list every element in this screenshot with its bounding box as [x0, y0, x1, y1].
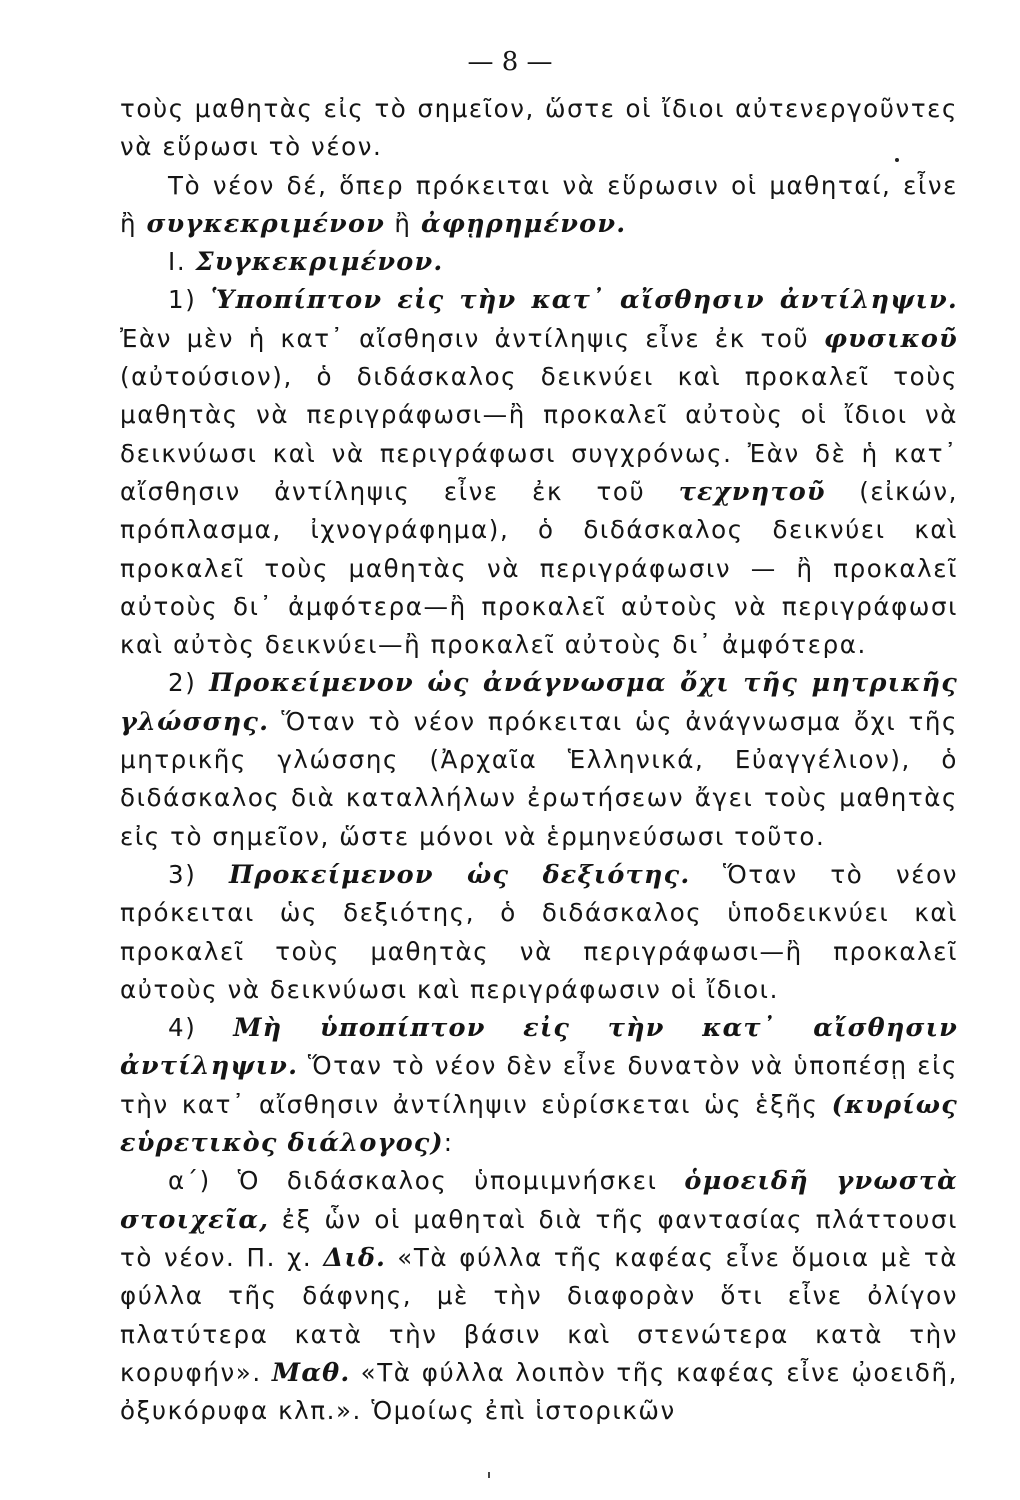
emphasis-text: ἀφῃρημένον.	[420, 208, 627, 239]
body-text: 4)	[168, 1013, 234, 1043]
emphasis-text: Μαθ.	[271, 1357, 351, 1388]
page-number: — 8 —	[467, 47, 553, 77]
body-text: 1)	[168, 285, 211, 315]
ink-speck	[488, 1472, 490, 1478]
body-text: ἢ	[385, 208, 421, 238]
emphasis-text: Προκείμενον ὡς δεξιότης.	[228, 859, 691, 890]
emphasis-text: Ὑποπίπτον εἰς τὴν κατ᾽ αἴσθησιν ἀντίληψιν.	[210, 285, 958, 316]
emphasis-text: τεχνητοῦ	[678, 476, 826, 507]
emphasis-text: Μὴ ὑποπίπτον εἰς τὴν κατ᾽ αἴσθησιν ἀντίληψιν.	[120, 1013, 958, 1082]
body-text: 3)	[168, 859, 229, 889]
body-text: :	[443, 1128, 454, 1158]
paragraph-subitem-a-similar-elements	[120, 1162, 958, 1430]
body-text: Ὅταν τὸ νέον πρόκειται ὡς ἀνάγνωσμα ὄχι τῆς μητρικῆς γλώσσης (Ἀρχαῖα Ἑλληνικά, Εὐαγγέλιον), ὁ διδάσκαλος διὰ καταλλήλων ἐρωτήσεων ἄγει τοὺς μαθητὰς εἰς τὸ σημεῖον, ὥστε μόνοι νὰ ἑρμηνεύσωσι τοῦτο.	[120, 706, 958, 851]
body-text: I.	[168, 247, 196, 277]
body-text: «Τὰ φύλλα τῆς καφέας εἶνε ὅμοια μὲ τὰ φύλλα τῆς δάφνης, μὲ τὴν διαφορὰν ὅτι εἶνε ὀλίγον πλατύτερα κατὰ τὴν βάσιν καὶ στενώτερα κατὰ τὴν κορυφήν».	[120, 1242, 958, 1387]
body-text: Τὸ νέον δέ, ὅπερ πρόκειται νὰ εὕρωσιν οἱ μαθηταί, εἶνε ἢ	[120, 170, 958, 238]
emphasis-text: (κυρίως εὑρετικὸς διάλογος)	[120, 1089, 958, 1159]
body-text: Ἐὰν μὲν ἡ κατ᾽ αἴσθησιν ἀντίληψις εἶνε ἐκ τοῦ	[120, 323, 824, 353]
emphasis-text: Διδ.	[323, 1242, 387, 1273]
body-text: «Τὰ φύλλα λοιπὸν τῆς καφέας εἶνε ᾠοειδῆ, ὀξυκόρυφα κλπ.». Ὁμοίως ἐπὶ ἱστορικῶν	[120, 1357, 958, 1426]
body-text: τοὺς μαθητὰς εἰς τὸ σημεῖον, ὥστε οἱ ἴδιοι αὐτενεργοῦντες νὰ εὕρωσι τὸ νέον.	[120, 94, 958, 162]
paragraph-item-4-non-perceptible	[120, 1009, 958, 1162]
body-text: Ὅταν τὸ νέον δὲν εἶνε δυνατὸν νὰ ὑποπέσῃ εἰς τὴν κατ᾽ αἴσθησιν ἀντίληψιν εὑρίσκεται ὡς ἑξῆς	[120, 1051, 958, 1119]
emphasis-text: ὁμοειδῆ γνωστὰ στοιχεῖα,	[120, 1166, 959, 1235]
body-text: Ὅταν τὸ νέον πρόκειται ὡς δεξιότης, ὁ διδάσκαλος ὑποδεικνύει καὶ προκαλεῖ τοὺς μαθητὰς νὰ περιγράφωσι—ἢ προκαλεῖ αὐτοὺς νὰ δεικνύωσι καὶ περιγράφωσιν οἱ ἴδιοι.	[120, 859, 958, 1004]
paragraph-item-2-reading	[120, 664, 958, 855]
paragraph-intro	[120, 90, 958, 167]
emphasis-text: φυσικοῦ	[823, 323, 958, 354]
emphasis-text: συγκεκριμένον	[146, 208, 386, 239]
ink-speck	[895, 158, 899, 162]
emphasis-text: Συγκεκριμένον.	[195, 247, 444, 278]
body-text: ἐξ ὧν οἱ μαθηταὶ διὰ τῆς φαντασίας πλάττουσι τὸ νέον. Π. χ.	[120, 1204, 958, 1272]
emphasis-text: Προκείμενον ὡς ἀνάγνωσμα ὄχι τῆς μητρικῆς γλώσσης.	[120, 668, 958, 737]
body-text: α΄) Ὁ διδάσκαλος ὑπομιμνήσκει	[168, 1166, 685, 1196]
body-text: (αὐτούσιον), ὁ διδάσκαλος δεικνύει καὶ προκαλεῖ τοὺς μαθητὰς νὰ περιγράφωσι—ἢ προκαλεῖ αὐτοὺς οἱ ἴδιοι νὰ δεικνύωσι καὶ νὰ περιγράφωσι συγχρόνως. Ἐὰν δὲ ἡ κατ᾽ αἴσθησιν ἀντίληψις εἶνε ἐκ τοῦ	[120, 362, 958, 506]
body-text: 2)	[168, 668, 210, 698]
body-text: (εἰκών, πρόπλασμα, ἰχνογράφημα), ὁ διδάσκαλος δεικνύει καὶ προκαλεῖ τοὺς μαθητὰς νὰ περιγράφωσιν — ἢ προκαλεῖ αὐτοὺς δι᾽ ἀμφότερα—ἢ προκαλεῖ αὐτοὺς νὰ περιγράφωσι καὶ αὐτὸς δεικνύει—ἢ προκαλεῖ αὐτοὺς δι᾽ ἀμφότερα.	[120, 476, 958, 660]
paragraph-new-content-types	[120, 167, 958, 244]
paragraph-item-1-perception	[120, 281, 958, 664]
paragraph-item-3-skill	[120, 856, 958, 1009]
section-heading-concrete	[120, 243, 958, 281]
